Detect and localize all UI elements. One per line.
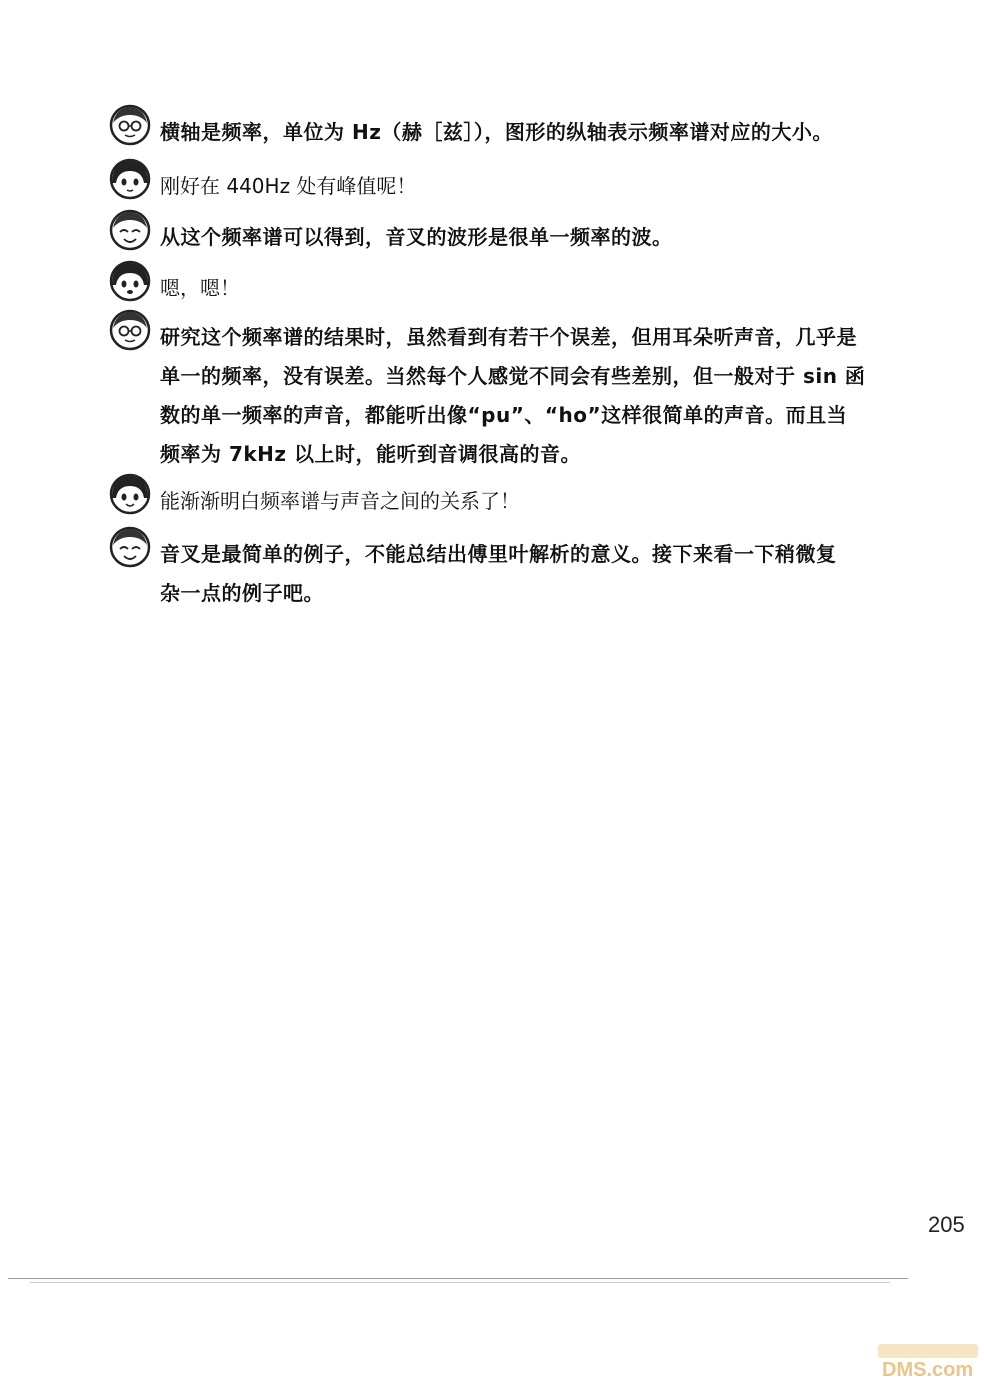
dialog-line: 杂一点的例子吧。 [160, 581, 324, 605]
girl-student-icon [108, 157, 152, 201]
dialog-7 [108, 535, 928, 613]
dialog-5 [108, 318, 928, 474]
dialog-line: 研究这个频率谱的结果时，虽然看到有若干个误差，但用耳朵听声音，几乎是 [160, 325, 857, 349]
dialog-6 [108, 482, 928, 521]
page-number: 205 [928, 1212, 965, 1237]
dialog-4 [108, 269, 928, 308]
dialog-text: 嗯，嗯！ [160, 276, 240, 300]
girl-student-icon [108, 472, 152, 516]
dialog-line: 频率为 7kHz 以上时，能听到音调很高的音。 [160, 442, 582, 466]
dialog-text: 能渐渐明白频率谱与声音之间的关系了！ [160, 489, 520, 513]
dialog-line: 音叉是最简单的例子，不能总结出傅里叶解析的意义。接下来看一下稍微复 [160, 542, 837, 566]
dialog-line: 单一的频率，没有误差。当然每个人感觉不同会有些差别，但一般对于 sin 函 [160, 364, 866, 388]
footer-divider [8, 1278, 908, 1279]
dialog-1 [108, 113, 928, 152]
dialog-3 [108, 218, 928, 257]
dialog-line: 数的单一频率的声音，都能听出像“pu”、“ho”这样很简单的声音。而且当 [160, 403, 848, 427]
glasses-teacher-smiling-icon [108, 525, 152, 569]
dialog-text: 从这个频率谱可以得到，音叉的波形是很单一频率的波。 [160, 225, 673, 249]
watermark-text: DMS.com [882, 1359, 974, 1381]
dialog-2 [108, 167, 928, 206]
dialog-text: 刚好在 440Hz 处有峰值呢！ [160, 174, 417, 198]
footer-divider-secondary [30, 1282, 890, 1283]
dialog-paragraph [152, 318, 865, 474]
glasses-teacher-icon [108, 103, 152, 147]
glasses-teacher-icon [108, 308, 152, 352]
dialog-text: 横轴是频率，单位为 Hz（赫［兹］），图形的纵轴表示频率谱对应的大小。 [160, 120, 833, 144]
girl-student-icon [108, 259, 152, 303]
glasses-teacher-smiling-icon [108, 208, 152, 252]
dialog-paragraph [152, 535, 837, 613]
site-logo-watermark [876, 1342, 980, 1388]
